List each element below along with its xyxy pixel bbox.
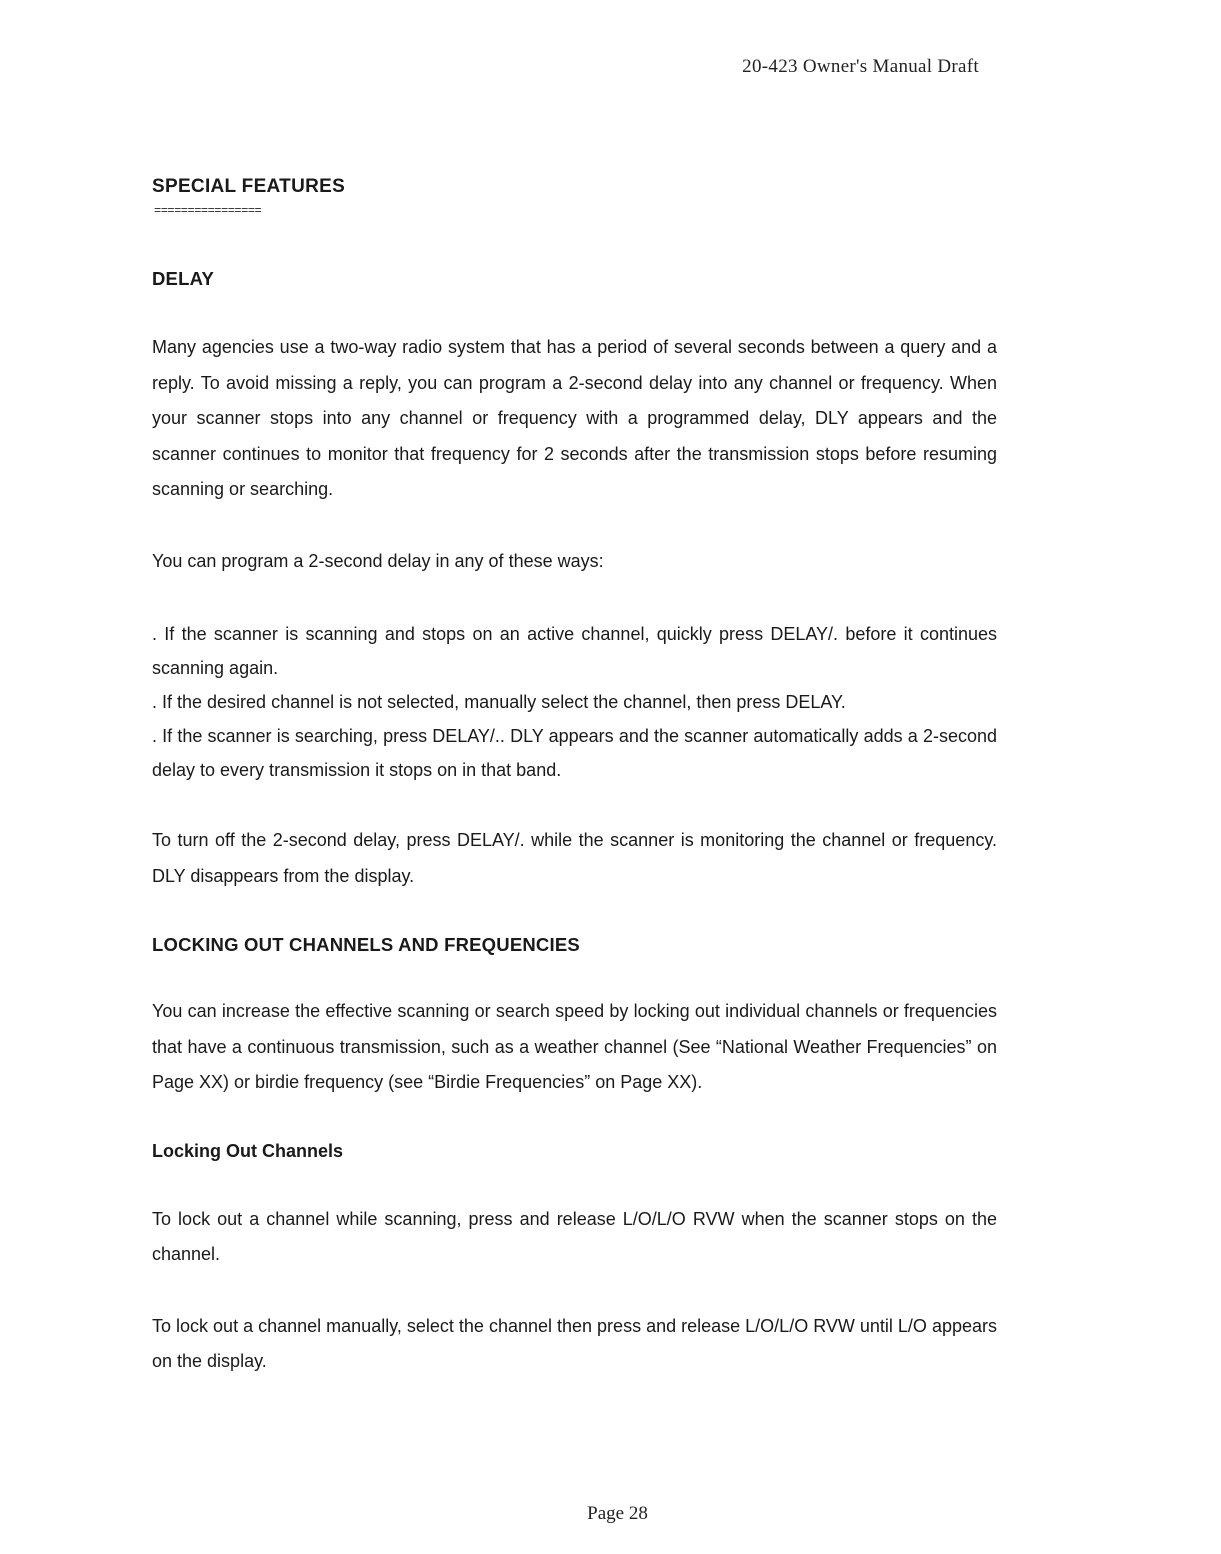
lock-channel-scanning-paragraph: To lock out a channel while scanning, press and release L/O/L/O RVW when the scanner stops on the channel. — [152, 1208, 997, 1264]
delay-bullet-item: . If the scanner is searching, press DELAY/.. DLY appears and the scanner automatically adds a 2-second delay to every transmission it stops on in that band. — [152, 726, 997, 780]
delay-bullet-list — [152, 617, 997, 787]
page-header: 20-423 Owner's Manual Draft — [742, 56, 979, 77]
heading-underline-rule: ================ — [154, 204, 262, 218]
page-footer: Page 28 — [587, 1503, 648, 1524]
section-heading-delay: DELAY — [152, 268, 215, 289]
delay-ways-intro: You can program a 2-second delay in any of these ways: — [152, 550, 604, 571]
page-content — [152, 176, 997, 1380]
delay-bullet-item: . If the desired channel is not selected, manually select the channel, then press DELAY. — [152, 692, 846, 712]
section-heading-locking-out: LOCKING OUT CHANNELS AND FREQUENCIES — [152, 934, 580, 955]
delay-turn-off-paragraph: To turn off the 2-second delay, press DELAY/. while the scanner is monitoring the channel or frequency. DLY disappears from the display. — [152, 830, 997, 886]
delay-intro-paragraph: Many agencies use a two-way radio system that has a period of several seconds between a query and a reply. To avoid missing a reply, you can program a 2-second delay into any channel or frequency. When your scanner stops into any channel or frequency with a programmed delay, DLY appears and the scanner continues to monitor that frequency for 2 seconds after the transmission stops before resuming scanning or searching. — [152, 337, 997, 499]
subsection-heading-locking-out-channels: Locking Out Channels — [152, 1140, 344, 1161]
delay-bullet-item: . If the scanner is scanning and stops on an active channel, quickly press DELAY/. before it continues scanning again. — [152, 624, 997, 678]
lock-channel-manual-paragraph: To lock out a channel manually, select the channel then press and release L/O/L/O RVW until L/O appears on the display. — [152, 1315, 997, 1371]
locking-intro-paragraph: You can increase the effective scanning or search speed by locking out individual channels or frequencies that have a continuous transmission, such as a weather channel (See “National Weather Frequencies” on Page XX) or birdie frequency (see “Birdie Frequencies” on Page XX). — [152, 1001, 997, 1092]
section-heading-special-features: SPECIAL FEATURES — [152, 176, 346, 197]
